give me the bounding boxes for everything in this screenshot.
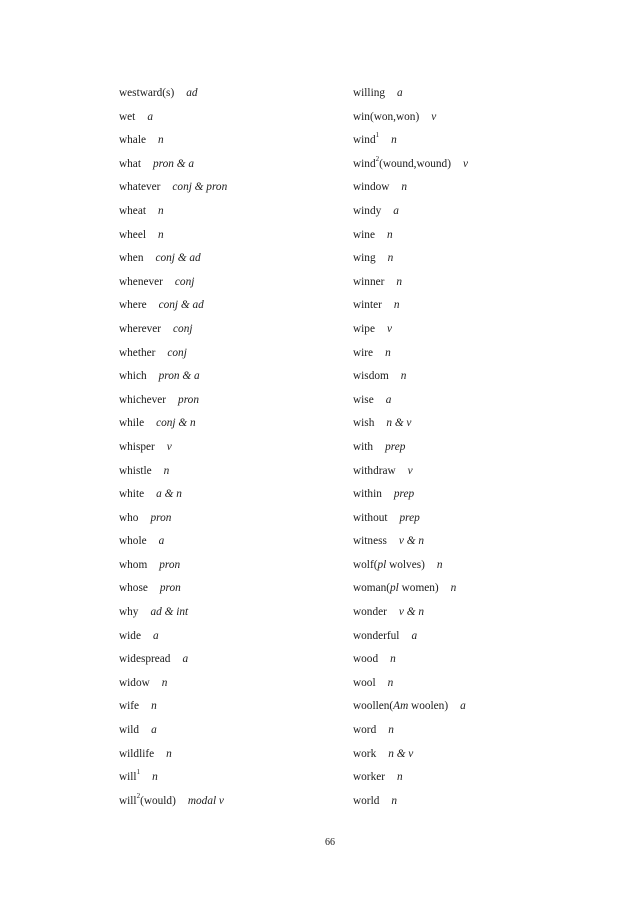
headword <box>353 417 374 429</box>
headword <box>353 771 385 783</box>
word-entry <box>119 321 349 345</box>
headword-text: whichever <box>119 393 167 406</box>
headword-text: woman( <box>353 582 391 595</box>
part-of-speech: a <box>182 653 189 666</box>
headword-text: wife <box>119 700 140 713</box>
variant-label: Am <box>393 700 409 713</box>
headword-text: wish <box>353 417 375 430</box>
part-of-speech: a <box>147 110 153 123</box>
homograph-number: 2 <box>136 792 141 801</box>
headword <box>119 700 139 712</box>
word-entry <box>119 675 349 699</box>
headword <box>353 653 378 665</box>
headword-text: win(won,won) <box>353 110 420 123</box>
headword <box>353 229 375 241</box>
part-of-speech: pron & a <box>152 157 194 170</box>
word-entry <box>119 179 349 203</box>
word-entry <box>119 533 349 557</box>
headword-text: windy <box>353 204 382 217</box>
part-of-speech: n <box>401 181 408 194</box>
part-of-speech: conj & pron <box>172 181 228 194</box>
part-of-speech: modal v <box>187 794 224 807</box>
headword-variant: women) <box>398 582 439 595</box>
headword-text: widow <box>119 676 150 689</box>
headword-text: wood <box>353 653 379 666</box>
word-entry <box>119 510 349 534</box>
word-entry <box>353 109 583 133</box>
headword <box>119 87 174 99</box>
headword-text: whose <box>119 582 148 595</box>
part-of-speech: n <box>161 676 168 689</box>
part-of-speech: n <box>152 771 158 784</box>
headword-text: wind <box>353 157 376 170</box>
headword-text: wherever <box>119 322 162 335</box>
headword-text: widespread <box>119 653 171 666</box>
word-entry <box>119 580 349 604</box>
word-entry <box>119 109 349 133</box>
headword-text: wine <box>353 228 375 241</box>
headword-text: whom <box>119 558 148 571</box>
page-number: 66 <box>325 837 335 848</box>
word-entry <box>353 604 583 628</box>
homograph-number: 1 <box>136 768 141 777</box>
headword <box>353 465 396 477</box>
part-of-speech: conj & ad <box>158 299 204 312</box>
headword <box>119 299 147 311</box>
headword <box>353 181 389 193</box>
headword-text: will <box>119 771 137 784</box>
headword <box>119 252 143 264</box>
headword-text: wet <box>119 110 136 123</box>
part-of-speech: pron <box>159 582 181 595</box>
headword <box>353 87 385 99</box>
part-of-speech: n <box>388 724 394 737</box>
headword <box>119 768 141 784</box>
left-word-column <box>119 85 349 816</box>
part-of-speech: n <box>391 134 397 147</box>
headword <box>119 606 138 618</box>
word-entry <box>119 793 349 817</box>
word-entry <box>119 604 349 628</box>
variant-label: pl <box>390 582 399 595</box>
part-of-speech: n <box>393 299 400 312</box>
headword <box>353 630 399 642</box>
headword <box>119 559 147 571</box>
headword <box>353 535 387 547</box>
word-entry <box>353 463 583 487</box>
headword-text: wonder <box>353 606 387 619</box>
word-entry <box>119 557 349 581</box>
word-entry <box>353 793 583 817</box>
headword-text: world <box>353 794 380 807</box>
headword <box>119 229 146 241</box>
headword <box>119 347 155 359</box>
word-entry <box>353 392 583 416</box>
headword <box>353 276 384 288</box>
headword-text: wool <box>353 676 376 689</box>
word-entry <box>353 203 583 227</box>
part-of-speech: n <box>157 204 164 217</box>
headword <box>353 488 382 500</box>
word-entry <box>119 463 349 487</box>
headword <box>353 252 376 264</box>
headword-text: whenever <box>119 275 163 288</box>
part-of-speech: n & v <box>388 747 414 760</box>
part-of-speech: v <box>166 440 172 453</box>
headword-text: wind <box>353 134 376 147</box>
word-entry <box>353 415 583 439</box>
variant-label: pl <box>377 558 387 571</box>
part-of-speech: ad <box>186 87 198 99</box>
headword <box>119 417 144 429</box>
headword <box>119 158 141 170</box>
headword <box>353 582 439 594</box>
headword-text: wonderful <box>353 629 400 642</box>
word-entry <box>119 722 349 746</box>
headword <box>353 347 373 359</box>
word-entry <box>353 510 583 534</box>
part-of-speech: n <box>400 370 407 383</box>
part-of-speech: n <box>157 228 164 241</box>
word-entry <box>119 439 349 463</box>
part-of-speech: v <box>386 322 392 335</box>
part-of-speech: a <box>152 629 159 642</box>
headword <box>353 111 419 123</box>
part-of-speech: a <box>393 204 399 217</box>
headword <box>353 677 376 689</box>
headword <box>119 653 170 665</box>
part-of-speech: n <box>387 676 394 689</box>
headword <box>119 276 163 288</box>
word-entry <box>119 203 349 227</box>
headword-text: when <box>119 252 144 265</box>
word-entry <box>119 769 349 793</box>
word-entry <box>119 415 349 439</box>
word-entry <box>353 439 583 463</box>
headword <box>119 394 166 406</box>
headword <box>119 465 152 477</box>
part-of-speech: conj & n <box>156 417 196 430</box>
headword-text: woollen( <box>353 700 394 713</box>
headword-variant: woolen) <box>408 700 449 713</box>
headword <box>353 606 387 618</box>
headword <box>119 441 155 453</box>
headword-text: word <box>353 724 377 737</box>
headword <box>119 630 141 642</box>
headword-text: whether <box>119 346 156 359</box>
word-entry <box>353 179 583 203</box>
word-entry <box>353 486 583 510</box>
part-of-speech: a <box>158 535 165 548</box>
headword-variant: (wound,wound) <box>379 157 451 170</box>
part-of-speech: conj & ad <box>155 252 201 265</box>
word-entry <box>353 557 583 581</box>
headword-text: what <box>119 157 141 170</box>
word-entry <box>353 85 583 109</box>
headword-text: within <box>353 488 382 501</box>
headword-text: withdraw <box>353 464 396 477</box>
headword-text: which <box>119 370 147 383</box>
headword-text: witness <box>353 535 387 548</box>
part-of-speech: v <box>462 157 468 170</box>
headword-text: without <box>353 511 388 524</box>
headword-text: wisdom <box>353 370 389 383</box>
headword <box>119 535 147 547</box>
headword <box>353 724 376 736</box>
headword <box>353 394 374 406</box>
part-of-speech: conj <box>167 346 187 359</box>
headword <box>353 299 382 311</box>
headword-text: winter <box>353 299 382 312</box>
part-of-speech: pron & a <box>158 370 200 383</box>
part-of-speech: prep <box>399 511 420 524</box>
word-entry <box>353 769 583 793</box>
word-entry <box>119 250 349 274</box>
headword-text: whole <box>119 535 147 548</box>
word-entry <box>353 651 583 675</box>
headword-text: where <box>119 299 147 312</box>
word-entry <box>119 392 349 416</box>
headword <box>119 677 150 689</box>
part-of-speech: prep <box>385 440 406 453</box>
part-of-speech: n <box>387 252 394 265</box>
word-entry <box>119 628 349 652</box>
word-entry <box>353 345 583 369</box>
headword-text: wheat <box>119 204 146 217</box>
word-entry <box>353 368 583 392</box>
headword-text: wild <box>119 724 140 737</box>
headword <box>119 370 147 382</box>
part-of-speech: v <box>407 464 413 477</box>
part-of-speech: a <box>151 724 157 737</box>
word-entry <box>353 156 583 180</box>
part-of-speech: v <box>431 110 437 123</box>
homograph-number: 1 <box>375 131 380 140</box>
part-of-speech: v & n <box>398 535 425 548</box>
part-of-speech: pron <box>159 558 181 571</box>
word-entry <box>353 675 583 699</box>
headword <box>119 134 146 146</box>
right-word-column <box>353 85 583 816</box>
headword-text: will <box>119 794 137 807</box>
headword-text: while <box>119 417 145 430</box>
headword <box>353 370 389 382</box>
headword <box>353 748 376 760</box>
part-of-speech: n <box>386 228 393 241</box>
headword-text: why <box>119 606 139 619</box>
part-of-speech: n <box>390 653 396 666</box>
headword <box>119 111 135 123</box>
headword <box>353 559 425 571</box>
part-of-speech: a <box>385 393 392 406</box>
part-of-speech: a <box>397 87 403 99</box>
headword-text: wolf( <box>353 558 378 571</box>
part-of-speech: a <box>460 700 466 713</box>
headword <box>353 131 380 147</box>
headword <box>353 795 379 807</box>
word-entry <box>353 321 583 345</box>
word-entry <box>119 368 349 392</box>
headword-text: westward(s) <box>119 87 175 99</box>
word-entry <box>353 274 583 298</box>
headword <box>353 512 388 524</box>
headword <box>353 205 381 217</box>
word-entry <box>119 85 349 109</box>
headword-variant: wolves) <box>386 558 425 571</box>
part-of-speech: n <box>151 700 157 713</box>
headword-text: wipe <box>353 322 375 335</box>
headword-text: worker <box>353 771 385 784</box>
word-entry <box>353 297 583 321</box>
headword-text: wing <box>353 252 376 265</box>
headword <box>119 205 146 217</box>
headword <box>119 488 144 500</box>
word-entry <box>119 345 349 369</box>
word-entry <box>353 250 583 274</box>
headword-text: work <box>353 747 377 760</box>
headword <box>353 323 375 335</box>
part-of-speech: n <box>450 582 457 595</box>
headword <box>119 748 154 760</box>
part-of-speech: n & v <box>386 417 412 430</box>
homograph-number: 2 <box>375 155 380 164</box>
part-of-speech: n <box>163 464 170 477</box>
part-of-speech: pron <box>150 511 172 524</box>
part-of-speech: n <box>157 134 164 147</box>
word-entry <box>353 698 583 722</box>
part-of-speech: a <box>411 629 418 642</box>
part-of-speech: n <box>391 794 398 807</box>
headword-text: who <box>119 511 139 524</box>
part-of-speech: pron <box>178 393 199 406</box>
word-entry <box>119 156 349 180</box>
part-of-speech: n <box>385 346 391 359</box>
word-entry <box>353 722 583 746</box>
part-of-speech: prep <box>393 488 415 501</box>
headword <box>353 441 373 453</box>
headword-text: willing <box>353 87 386 99</box>
word-entry <box>119 297 349 321</box>
headword-text: wire <box>353 346 374 359</box>
part-of-speech: ad & int <box>150 606 189 619</box>
headword-text: wheel <box>119 228 146 241</box>
word-entry <box>353 227 583 251</box>
headword <box>353 155 451 170</box>
word-entry <box>119 274 349 298</box>
part-of-speech: n <box>396 275 403 288</box>
headword <box>119 323 161 335</box>
part-of-speech: a & n <box>156 488 182 501</box>
part-of-speech: n <box>436 558 443 571</box>
headword <box>119 724 139 736</box>
part-of-speech: conj <box>174 275 195 288</box>
headword-text: whale <box>119 134 146 147</box>
headword-text: wide <box>119 629 141 642</box>
part-of-speech: n <box>166 747 172 760</box>
headword-text: with <box>353 440 374 453</box>
word-entry <box>119 746 349 770</box>
part-of-speech: n <box>397 771 403 784</box>
headword-text: whisper <box>119 440 155 453</box>
word-entry <box>353 580 583 604</box>
word-entry <box>119 486 349 510</box>
headword <box>119 582 148 594</box>
headword-text: white <box>119 488 145 501</box>
word-entry <box>353 533 583 557</box>
word-entry <box>119 227 349 251</box>
headword-text: whistle <box>119 464 152 477</box>
headword-text: wise <box>353 393 374 406</box>
word-entry <box>353 132 583 156</box>
word-entry <box>353 746 583 770</box>
headword <box>119 512 138 524</box>
headword-text: window <box>353 181 390 194</box>
word-entry <box>119 698 349 722</box>
headword-text: whatever <box>119 181 161 194</box>
headword-text: winner <box>353 275 385 288</box>
headword <box>119 181 160 193</box>
word-entry <box>353 628 583 652</box>
word-entry <box>119 651 349 675</box>
headword <box>119 792 176 807</box>
part-of-speech: v & n <box>398 606 424 619</box>
headword <box>353 700 448 712</box>
headword-variant: (would) <box>140 794 176 807</box>
headword-text: wildlife <box>119 747 155 760</box>
part-of-speech: conj <box>173 322 193 335</box>
word-entry <box>119 132 349 156</box>
